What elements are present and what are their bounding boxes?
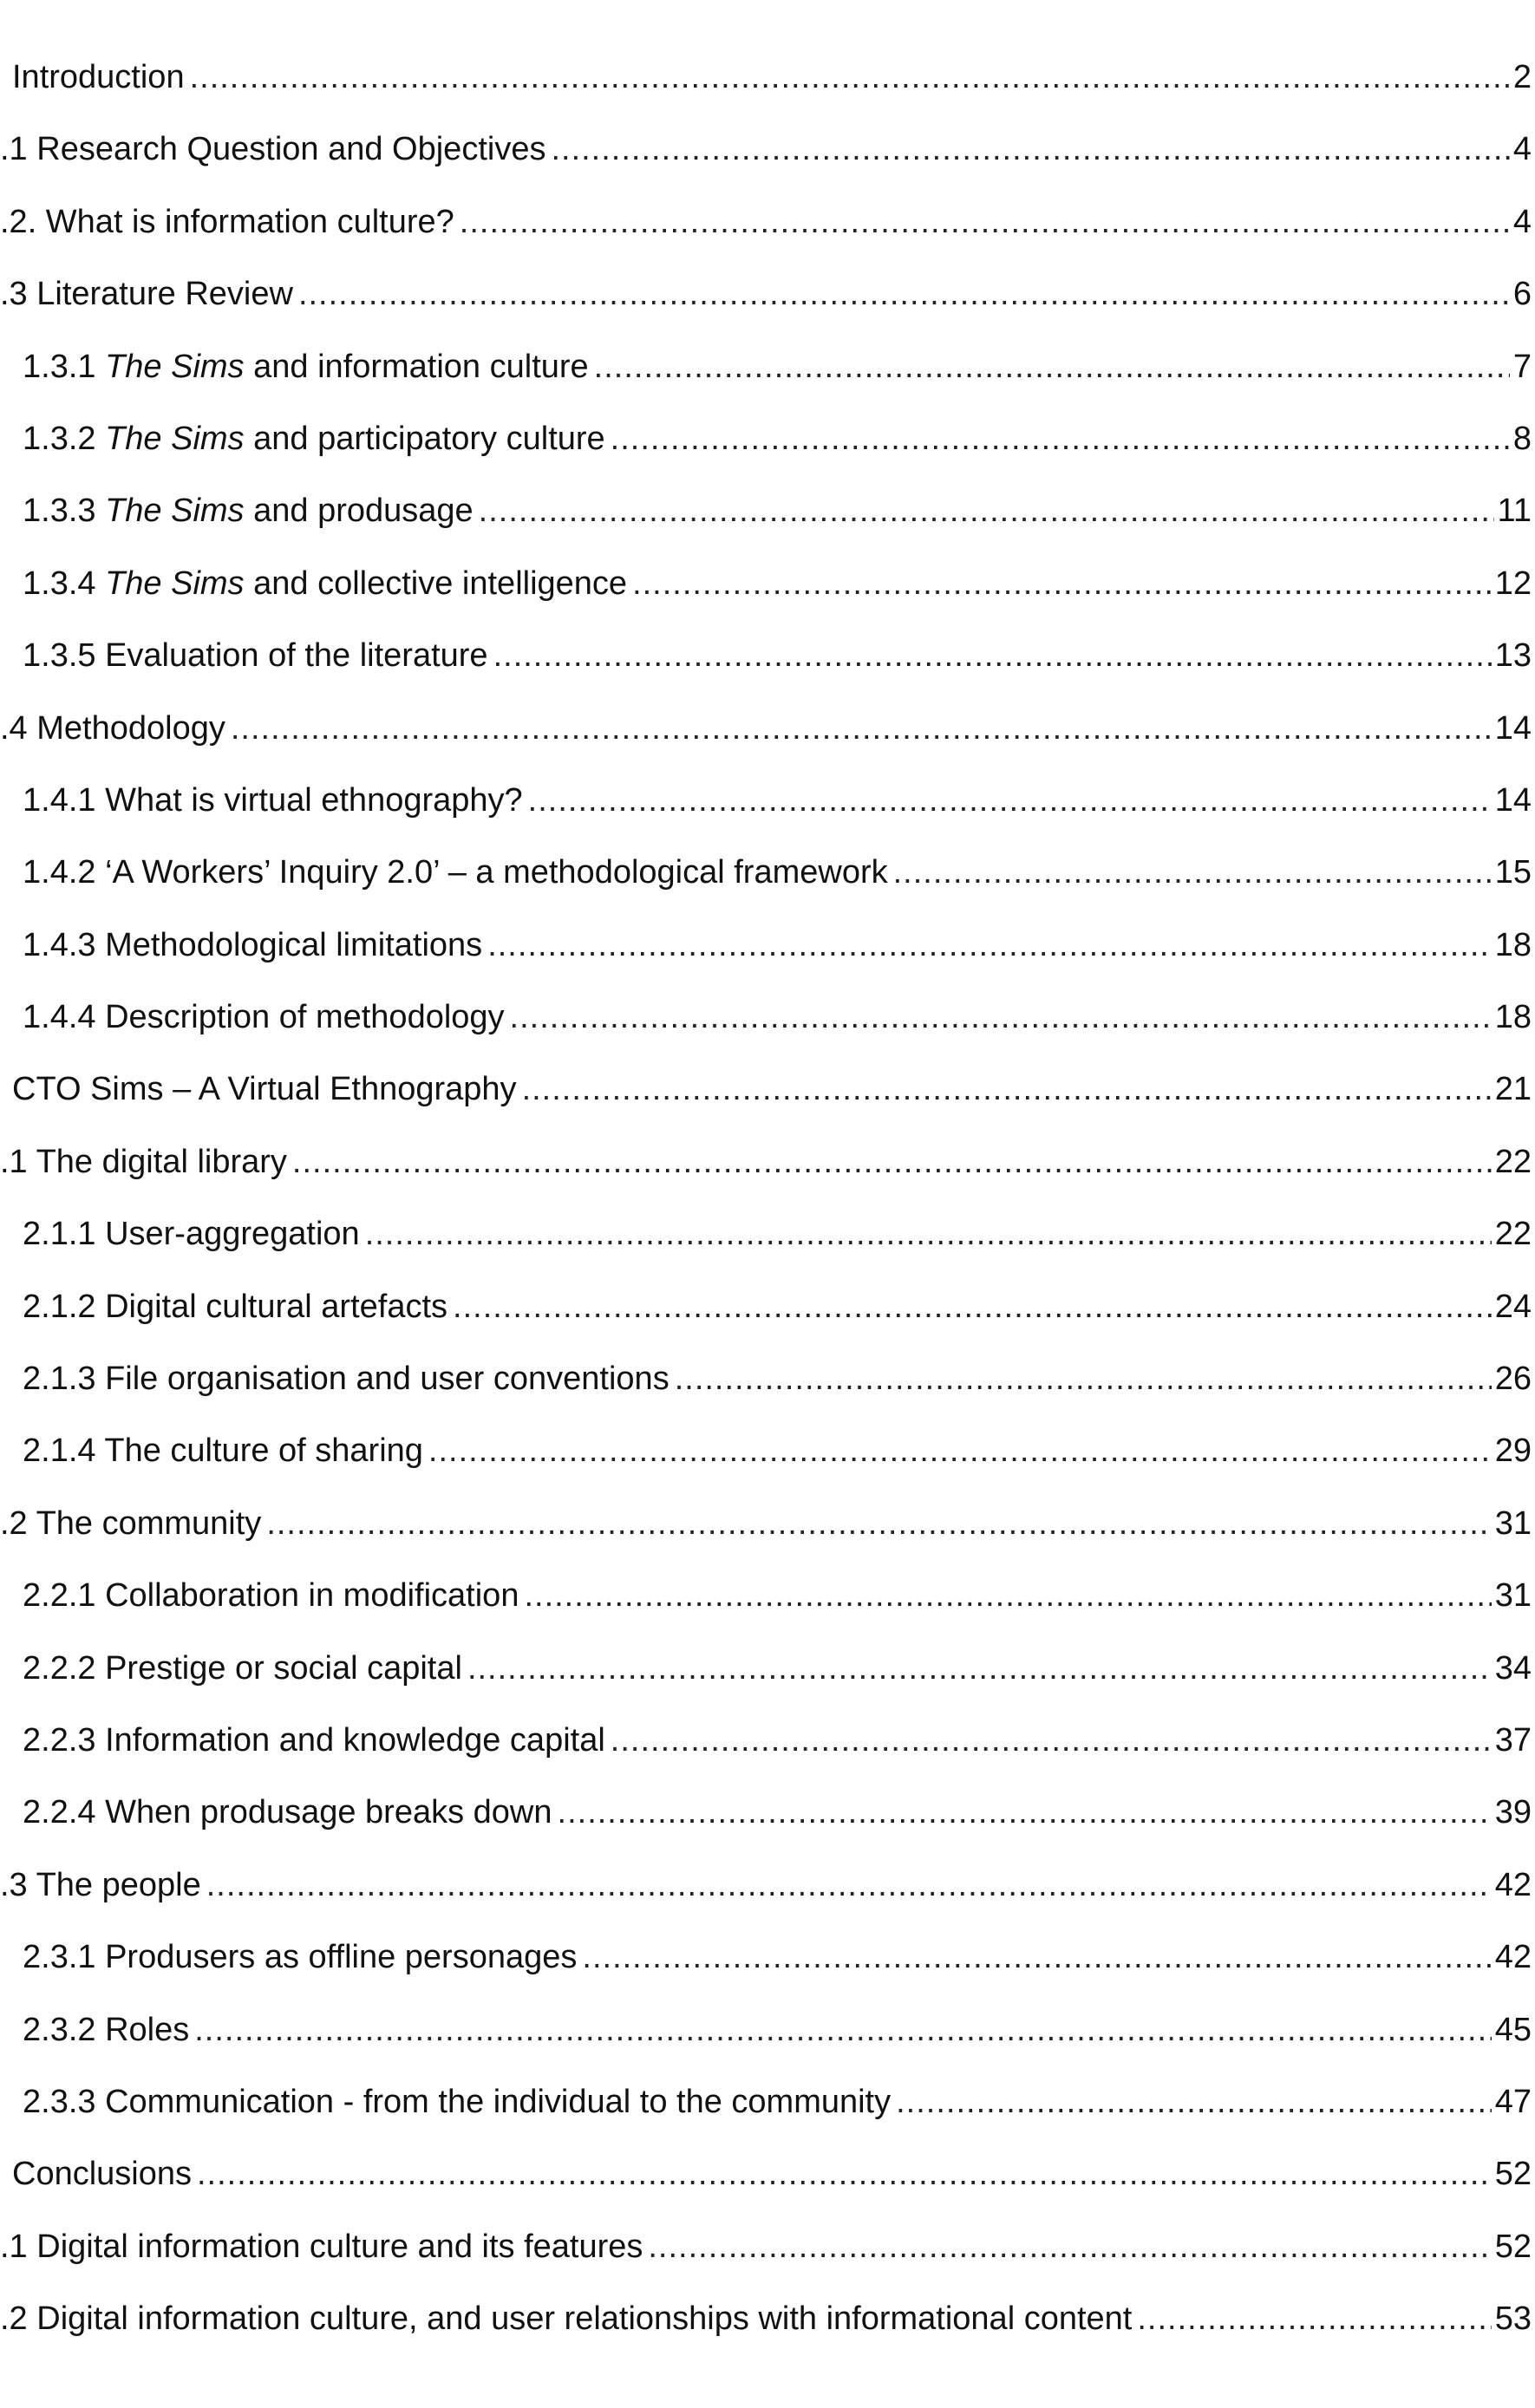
toc-entry-title [23, 2013, 189, 2046]
toc-entry-1[interactable] [0, 61, 1535, 133]
toc-entry-italic: The Sims [105, 564, 245, 602]
toc-dot-leader [594, 350, 1510, 383]
toc-entry-label: 2.1.2 Digital cultural artefacts [23, 1288, 448, 1325]
toc-entry-30[interactable] [0, 2157, 1535, 2229]
toc-dot-leader [197, 2157, 1492, 2190]
toc-entry-4[interactable] [0, 277, 1535, 349]
toc-page-number: 34 [1494, 1649, 1532, 1687]
toc-entry-23[interactable] [0, 1649, 1535, 1724]
toc-page-number: 14 [1494, 709, 1532, 747]
toc-entry-label: .2. What is information culture? [0, 203, 454, 240]
toc-entry-2[interactable] [0, 133, 1535, 205]
toc-page-number: 11 [1497, 493, 1532, 530]
toc-entry-label: 1.3.2 [23, 420, 106, 457]
toc-entry-26[interactable] [0, 1866, 1535, 1941]
toc-dot-leader [206, 1869, 1492, 1902]
toc-dot-leader [611, 422, 1510, 455]
toc-entry-label: .2 The community [0, 1504, 262, 1542]
toc-page-number: 7 [1512, 348, 1532, 385]
toc-entry-12[interactable] [0, 856, 1535, 928]
toc-entry-21[interactable] [0, 1504, 1535, 1579]
toc-dot-leader [231, 712, 1492, 745]
toc-entry-label: .3 The people [0, 1866, 201, 1903]
toc-page-number: 22 [1494, 1143, 1532, 1180]
toc-entry-31[interactable] [0, 2230, 1535, 2302]
toc-entry-18[interactable] [0, 1290, 1535, 1362]
toc-entry-11[interactable] [0, 781, 1535, 856]
toc-entry-label: 1.4.2 ‘A Workers’ Inquiry 2.0’ – a methodological framework [23, 854, 888, 891]
toc-entry-title [23, 1941, 577, 1974]
toc-entry-title [23, 637, 488, 675]
toc-page-number: 42 [1494, 1866, 1532, 1903]
toc-page-number: 13 [1494, 637, 1532, 675]
toc-entry-29[interactable] [0, 2085, 1535, 2157]
toc-entry-3[interactable] [0, 203, 1535, 277]
toc-dot-leader [365, 1217, 1492, 1250]
toc-entry-title [23, 493, 474, 530]
toc-dot-leader [428, 1434, 1492, 1467]
toc-dot-leader [632, 567, 1492, 600]
toc-entry-label: 2.1.4 The culture of sharing [23, 1432, 423, 1470]
toc-page-number: 53 [1494, 2300, 1532, 2338]
toc-entry-5[interactable] [0, 350, 1535, 422]
toc-entry-label-rest: and information culture [244, 348, 589, 385]
toc-dot-leader [528, 784, 1492, 817]
toc-entry-15[interactable] [0, 1073, 1535, 1145]
toc-dot-leader [479, 494, 1494, 527]
toc-entry-label: 1.4.1 What is virtual ethnography? [23, 781, 523, 819]
toc-entry-label: Conclusions [12, 2156, 192, 2193]
toc-entry-title [0, 2300, 1133, 2338]
toc-page-number: 21 [1494, 1071, 1532, 1108]
toc-entry-27[interactable] [0, 1941, 1535, 2013]
toc-page-number: 26 [1494, 1361, 1532, 1398]
toc-page-number: 31 [1494, 1577, 1532, 1615]
toc-page-number: 42 [1494, 1939, 1532, 1976]
toc-entry-title [23, 350, 589, 383]
toc-page-number: 4 [1512, 131, 1532, 168]
toc-entry-25[interactable] [0, 1796, 1535, 1868]
toc-entry-label: 2.2.1 Collaboration in modification [23, 1577, 519, 1615]
toc-entry-19[interactable] [0, 1362, 1535, 1434]
toc-entry-10[interactable] [0, 709, 1535, 784]
toc-dot-leader [292, 1145, 1492, 1178]
toc-dot-leader [194, 2013, 1491, 2046]
toc-entry-italic: The Sims [105, 493, 245, 530]
toc-page-number: 4 [1512, 203, 1532, 240]
toc-dot-leader [551, 133, 1509, 166]
toc-page-number: 12 [1494, 564, 1532, 602]
toc-entry-title [23, 2085, 891, 2118]
toc-entry-label: 2.2.4 When produsage breaks down [23, 1794, 552, 1831]
toc-entry-title [23, 1290, 447, 1323]
toc-entry-label: 2.1.3 File organisation and user conventions [23, 1361, 670, 1398]
toc-entry-17[interactable] [0, 1217, 1535, 1289]
toc-entry-24[interactable] [0, 1721, 1535, 1796]
toc-entry-title [0, 2230, 643, 2263]
toc-page-number: 52 [1494, 2156, 1532, 2193]
toc-entry-title [23, 1216, 360, 1253]
toc-dot-leader [522, 1073, 1492, 1106]
toc-page-number: 2 [1512, 59, 1532, 95]
toc-entry-title [23, 1721, 605, 1759]
toc-entry-label: 2.2.2 Prestige or social capital [23, 1649, 462, 1687]
toc-entry-label-rest: and collective intelligence [244, 564, 628, 602]
toc-entry-label: .4 Methodology [0, 709, 225, 747]
toc-entry-label-rest: and participatory culture [244, 420, 605, 457]
toc-entry-title [0, 276, 293, 313]
toc-entry-title [23, 1796, 552, 1829]
toc-entry-label: 2.3.3 Communication - from the individual to the community [23, 2083, 892, 2120]
toc-dot-leader [648, 2230, 1491, 2263]
toc-entry-label: 2.2.3 Information and knowledge capital [23, 1721, 605, 1759]
toc-dot-leader [675, 1362, 1492, 1395]
toc-entry-label: Introduction [12, 59, 185, 95]
toc-dot-leader [460, 206, 1510, 238]
toc-page-number: 52 [1494, 2228, 1532, 2265]
toc-entry-title [23, 422, 605, 455]
toc-entry-title [0, 709, 225, 747]
toc-dot-leader [1137, 2302, 1491, 2335]
toc-entry-label: CTO Sims – A Virtual Ethnography [12, 1071, 517, 1108]
toc-page-number: 31 [1494, 1504, 1532, 1542]
toc-entry-28[interactable] [0, 2013, 1535, 2085]
toc-entry-13[interactable] [0, 926, 1535, 1001]
toc-entry-title [23, 781, 523, 819]
toc-entry-title [0, 1504, 262, 1542]
toc-dot-leader [467, 1652, 1492, 1685]
toc-entry-7[interactable] [0, 494, 1535, 566]
toc-entry-label: .2 Digital information culture, and user relationships with informational content [0, 2300, 1133, 2338]
toc-entry-italic: The Sims [105, 348, 245, 385]
toc-page-number: 39 [1494, 1794, 1532, 1831]
toc-entry-22[interactable] [0, 1579, 1535, 1651]
toc-entry-title [0, 133, 545, 166]
toc-dot-leader [582, 1941, 1491, 1974]
toc-dot-leader [896, 2085, 1492, 2118]
toc-dot-leader [266, 1507, 1491, 1540]
toc-page-number: 37 [1494, 1721, 1532, 1759]
toc-page-number: 18 [1494, 926, 1532, 963]
toc-page-number: 24 [1494, 1288, 1532, 1325]
toc-page-number: 8 [1512, 420, 1532, 457]
toc-entry-label: 2.3.1 Produsers as offline personages [23, 1939, 578, 1976]
toc-dot-leader [190, 61, 1510, 94]
toc-page-number: 45 [1494, 2011, 1532, 2048]
toc-dot-leader [524, 1579, 1491, 1612]
toc-entry-title [23, 1432, 423, 1470]
toc-entry-title [0, 203, 454, 240]
toc-entry-title [23, 1001, 505, 1034]
toc-dot-leader [893, 856, 1492, 889]
toc-dot-leader [453, 1290, 1492, 1323]
table-of-contents [0, 61, 1535, 2375]
toc-entry-label: .3 Literature Review [0, 276, 293, 313]
toc-entry-label: 1.3.5 Evaluation of the literature [23, 637, 488, 675]
toc-entry-title [12, 1073, 517, 1106]
toc-entry-title [0, 1145, 287, 1178]
toc-entry-title [23, 1361, 670, 1398]
toc-page-number: 15 [1494, 854, 1532, 891]
toc-entry-20[interactable] [0, 1434, 1535, 1506]
toc-dot-leader [510, 1001, 1492, 1034]
toc-entry-label: .1 Digital information culture and its features [0, 2228, 643, 2265]
toc-entry-title [23, 926, 483, 963]
toc-entry-label: .1 The digital library [0, 1143, 287, 1180]
toc-entry-label: 2.1.1 User-aggregation [23, 1216, 360, 1253]
toc-entry-title [23, 1649, 462, 1687]
toc-entry-16[interactable] [0, 1145, 1535, 1217]
toc-entry-italic: The Sims [105, 420, 245, 457]
toc-entry-label-rest: and produsage [244, 493, 474, 530]
toc-entry-title [0, 1866, 201, 1903]
toc-entry-label: 1.4.3 Methodological limitations [23, 926, 483, 963]
toc-dot-leader [298, 277, 1510, 310]
toc-entry-label: .1 Research Question and Objectives [0, 131, 546, 168]
toc-page-number: 6 [1512, 276, 1532, 313]
toc-entry-8[interactable] [0, 564, 1535, 639]
toc-entry-label: 1.3.4 [23, 564, 106, 602]
toc-entry-9[interactable] [0, 639, 1535, 711]
toc-page-number: 47 [1494, 2083, 1532, 2120]
toc-entry-32[interactable] [0, 2302, 1535, 2374]
toc-page-number: 14 [1494, 781, 1532, 819]
toc-entry-6[interactable] [0, 422, 1535, 494]
toc-entry-label: 2.3.2 Roles [23, 2011, 190, 2048]
toc-entry-title [12, 61, 185, 94]
toc-entry-14[interactable] [0, 1001, 1535, 1073]
toc-entry-label: 1.4.4 Description of methodology [23, 999, 505, 1036]
toc-page-number: 29 [1494, 1432, 1532, 1470]
toc-page-number: 18 [1494, 999, 1532, 1036]
toc-dot-leader [487, 929, 1492, 962]
toc-entry-title [23, 564, 628, 602]
toc-entry-label: 1.3.1 [23, 348, 106, 385]
toc-entry-label: 1.3.3 [23, 493, 106, 530]
toc-dot-leader [493, 639, 1492, 672]
toc-entry-title [12, 2156, 192, 2193]
toc-entry-title [23, 856, 888, 889]
toc-dot-leader [558, 1796, 1492, 1829]
toc-dot-leader [611, 1724, 1492, 1757]
toc-page-number: 22 [1494, 1216, 1532, 1253]
toc-entry-title [23, 1577, 519, 1615]
